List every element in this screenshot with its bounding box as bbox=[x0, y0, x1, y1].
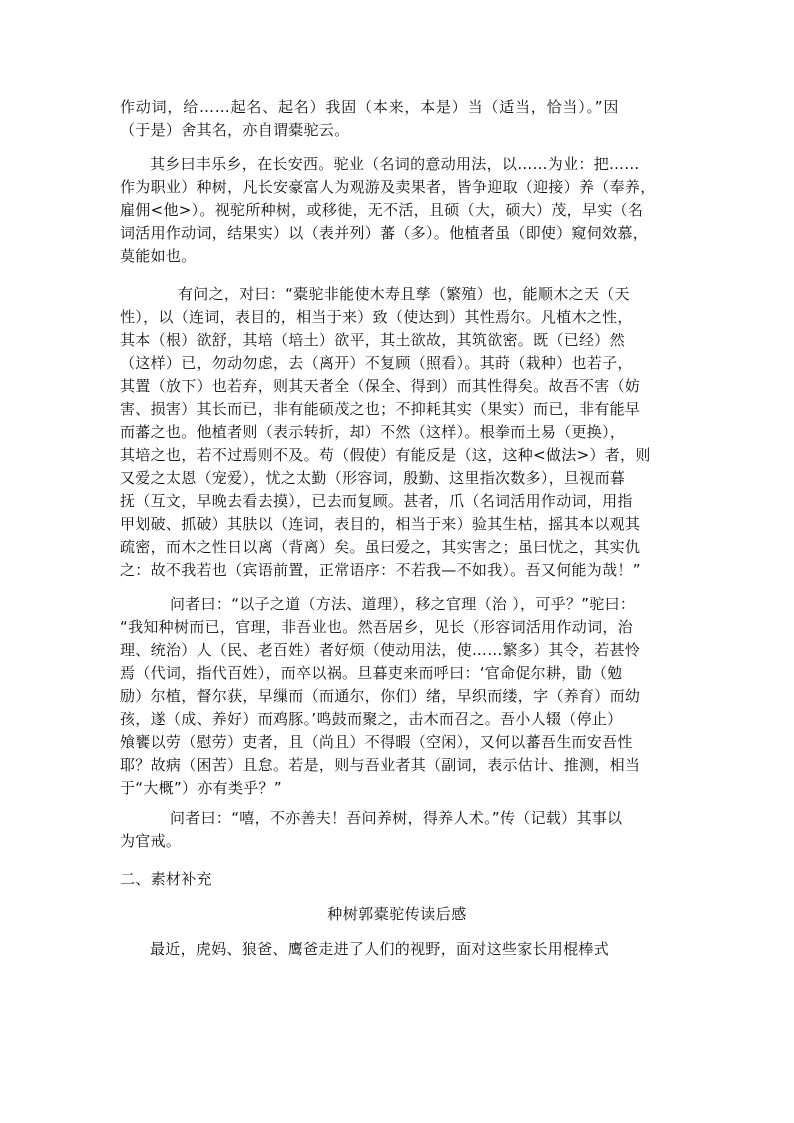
text-line: 理、统治）人（民、老百姓）者好烦（使动用法，使……繁多）其令，若甚怜 bbox=[120, 641, 641, 659]
section-heading-text: 二、素材补充 bbox=[120, 870, 212, 888]
text-line: 问者曰：“以子之道（方法、道理），移之官理（治 ），可乎？”驼曰： bbox=[170, 595, 636, 613]
essay-title: 种树郭橐驼传读后感 bbox=[327, 905, 467, 923]
section-heading bbox=[120, 868, 685, 891]
paragraph-1 bbox=[120, 96, 685, 142]
text-line: 有问之，对曰：“橐驼非能使木寿且孳（繁殖）也，能顺木之天（天 bbox=[178, 285, 630, 303]
text-line: 之：故不我若也（宾语前置，正常语序：不若我—不如我）。吾又何能为哉！” bbox=[120, 561, 641, 579]
text-line: “我知种树而已，官理，非吾业也。然吾居乡，见长（形容词活用作动词，治 bbox=[120, 618, 633, 636]
text-line: 疏密，而木之性日以离（背离）矣。虽曰爱之，其实害之；虽曰忧之，其实仇 bbox=[120, 538, 641, 556]
paragraph-5 bbox=[120, 807, 685, 853]
text-line: 其置（放下）也若弃，则其天者全（保全、得到）而其性得矣。故吾不害（妨 bbox=[120, 377, 641, 395]
essay-paragraph bbox=[120, 938, 685, 961]
text-line: 耶？故病（困苦）且怠。若是，则与吾业者其（副词，表示估计、推测，相当 bbox=[120, 756, 641, 774]
text-line: 性），以（连词，表目的，相当于来）致（使达到）其性焉尔。凡植木之性， bbox=[120, 308, 633, 326]
text-line: 作为职业）种树，凡长安豪富人为观游及卖果者，皆争迎取（迎接）养（奉养， bbox=[120, 178, 656, 196]
text-line: 害、损害）其长而已，非有能硕茂之也；不抑耗其实（果实）而已，非有能早 bbox=[120, 400, 641, 418]
text-line: （于是）舍其名，亦自谓橐驼云。 bbox=[120, 121, 350, 139]
text-line: 其乡曰丰乐乡，在长安西。驼业（名词的意动用法，以……为业：把…… bbox=[150, 155, 640, 173]
text-line: （这样）已，勿动勿虑，去（离开）不复顾（照看）。其莳（栽种）也若子， bbox=[120, 354, 633, 372]
text-line: 孩，遂（成、养好）而鸡豚。’鸣鼓而聚之，击木而召之。吾小人辍（停止） bbox=[120, 710, 623, 728]
text-line: 甲划破、抓破）其肤以（连词，表目的，相当于来）验其生枯，摇其本以观其 bbox=[120, 515, 641, 533]
text-line: 飧饔以劳（慰劳）吏者，且（尚且）不得暇（空闲），又何以蕃吾生而安吾性 bbox=[120, 733, 633, 751]
text-line: 词活用作动词，结果实）以（表并列）蕃（多）。他植者虽（即使）窥伺效慕， bbox=[120, 224, 649, 242]
text-line: 莫能如也。 bbox=[120, 247, 197, 265]
text-line: 雇佣<他>）。视驼所种树，或移徙，无不活，且硕（大，硕大）茂，早实（名 bbox=[120, 201, 644, 219]
text-line: 问者曰：“嘻，不亦善夫！吾问养树，得养人术。”传（记载）其事以 bbox=[170, 809, 623, 827]
text-line: 为官戒。 bbox=[120, 832, 182, 850]
paragraph-4 bbox=[120, 593, 685, 800]
text-line: 抚（互文，早晚去看去摸），已去而复顾。甚者，爪（名词活用作动词，用指 bbox=[120, 492, 633, 510]
text-line: 其本（根）欲舒，其培（培土）欲平，其土欲故，其筑欲密。既（已经）然 bbox=[120, 331, 625, 349]
paragraph-3 bbox=[120, 283, 685, 582]
text-line: 作动词，给……起名、起名）我固（本来，本是）当（适当，恰当）。”因 bbox=[120, 98, 620, 116]
paragraph-2 bbox=[120, 153, 685, 268]
text-line: 其培之也，若不过焉则不及。苟（假使）有能反是（这，这种<做法>）者，则 bbox=[120, 446, 651, 464]
text-line: 于“大概”）亦有类乎？” bbox=[120, 779, 282, 797]
text-line: 而蕃之也。他植者则（表示转折，却）不然（这样）。根拳而土易（更换）， bbox=[120, 423, 626, 441]
text-line: 最近，虎妈、狼爸、鹰爸走进了人们的视野，面对这些家长用棍棒式 bbox=[150, 940, 610, 958]
text-line: 励）尔植，督尔获，早缫而（而通尔，你们）绪，早织而缕，字（养育）而幼 bbox=[120, 687, 641, 705]
text-line: 焉（代词，指代百姓），而卒以祸。旦暮吏来而呼曰：‘官命促尔耕，勖（勉 bbox=[120, 664, 623, 682]
text-line: 又爱之太恩（宠爱），忧之太勤（形容词，殷勤、这里指次数多），旦视而暮 bbox=[120, 469, 626, 487]
